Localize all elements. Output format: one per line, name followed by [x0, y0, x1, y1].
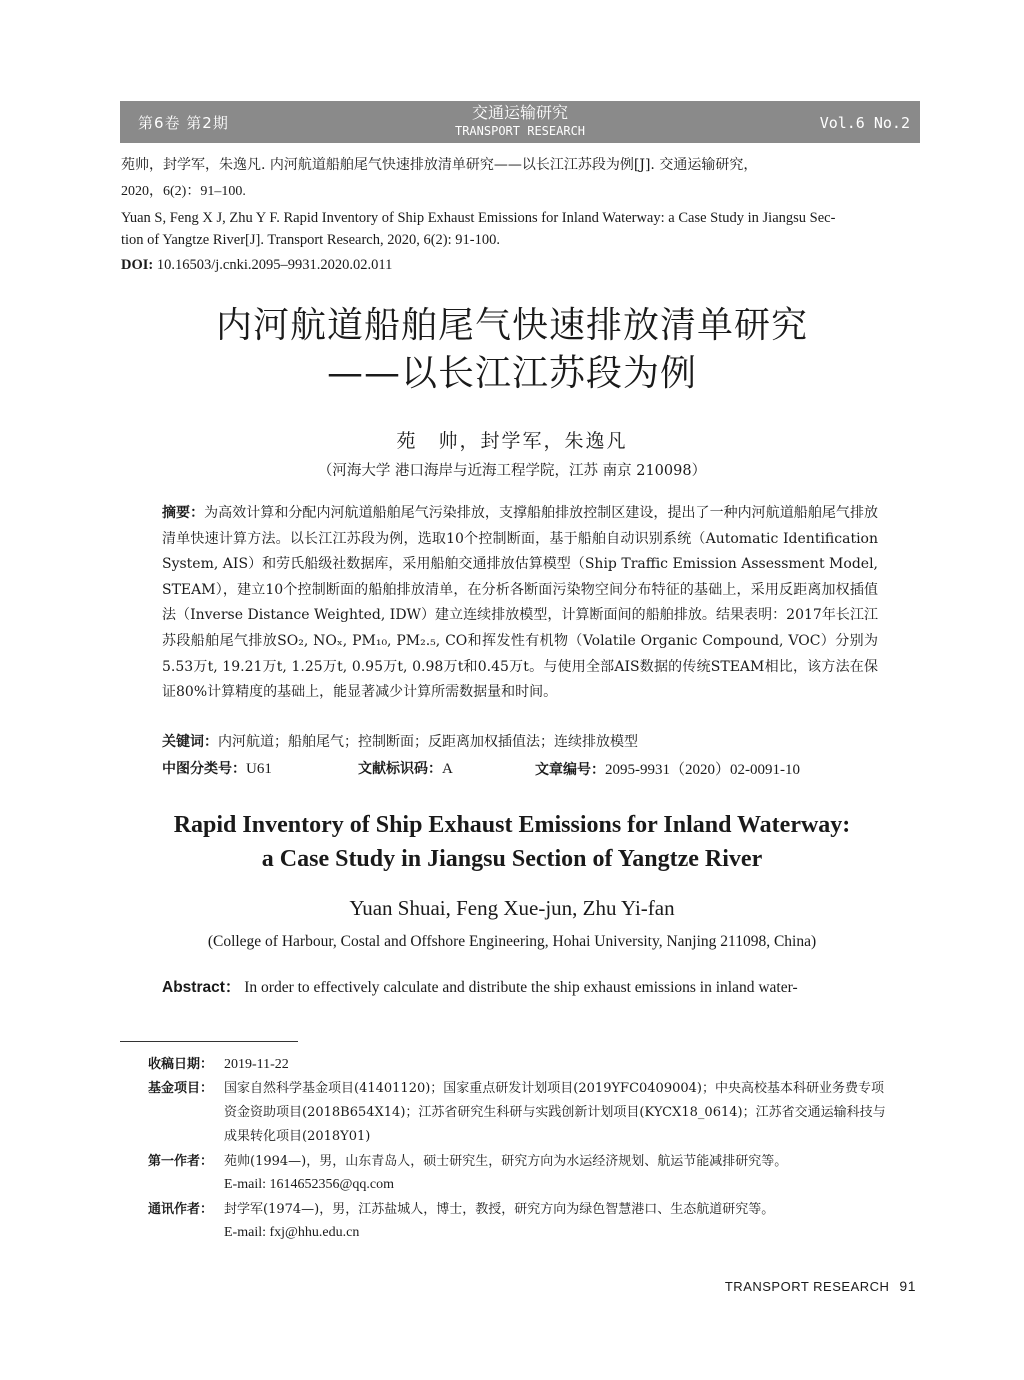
paper-title-en-line1: Rapid Inventory of Ship Exhaust Emissions for Inland Waterway: — [173, 812, 851, 838]
fund-label: 基金项目： — [148, 1081, 214, 1096]
citation-cn-line1: 苑帅，封学军，朱逸凡. 内河航道船舶尾气快速排放清单研究——以长江江苏段为例[J]. 交通运输研究， — [121, 157, 758, 173]
abstract-en — [162, 975, 878, 997]
volume-issue: 第6卷 第2期 — [138, 114, 229, 132]
doi-value: 10.16503/j.cnki.2095–9931.2020.02.011 — [156, 257, 393, 273]
paper-title-cn-line2: ——以长江江苏段为例 — [326, 353, 697, 394]
abstract-cn — [162, 501, 878, 706]
journal-name-cn: 交通运输研究 — [471, 103, 568, 122]
article-value: 2095-9931（2020）02-0091-10 — [605, 762, 800, 778]
doc-label: 文献标识码： — [358, 761, 442, 777]
first-author-value: 苑帅(1994—)，男，山东青岛人，硕士研究生，研究方向为水运经济规划、航运节能减排研究等。 — [224, 1154, 788, 1169]
journal-header-bar — [120, 101, 920, 143]
vol-no: Vol.6 No.2 — [819, 114, 910, 132]
footnote-first-author — [148, 1150, 898, 1174]
doc-value: A — [442, 761, 453, 777]
abstract-cn-text: 为高效计算和分配内河航道船舶尾气污染排放，支撑船舶排放控制区建设，提出了一种内河航道船舶尾气排放清单快速计算方法。以长江江苏段为例，选取10个控制断面，基于船舶自动识别系统（Automatic Identification System, AIS）和劳氏船级社数据库，采用船舶交通排放估算模型（Ship Traffic Emission Assessment Model, STEAM），建立10个控制断面的船舶排放清单，在分析各断面污染物空间分布特征的基础上，采用反距离加权插值法（Inverse Distance Weighted, IDW）建立连续排放模型，计算断面间的船舶排放。结果表明：2017年长江江苏段船舶尾气排放SO₂, NOₓ, PM₁₀, PM₂.₅, CO和挥发性有机物（Volatile Organic Compound, VOC）分别为5.53万t, 19.21万t, 1.25万t, 0.95万t, 0.98万t和0.45万t。与使用全部AIS数据的传统STEAM相比，该方法在保证80%计算精度的基础上，能显著减少计算所需数据量和时间。 — [162, 505, 879, 701]
document-code — [358, 758, 453, 778]
corr-author-value: 封学军(1974—)，男，江苏盐城人，博士，教授，研究方向为绿色智慧港口、生态航道研究等。 — [224, 1202, 775, 1217]
first-author-email[interactable]: E-mail: 1614652356@qq.com — [224, 1177, 394, 1192]
affiliation-cn: （河海大学 港口海岸与近海工程学院，江苏 南京 210098） — [317, 463, 707, 479]
paper-title-en-line2: a Case Study in Jiangsu Section of Yangtze River — [261, 846, 763, 872]
corr-author-email[interactable]: E-mail: fxj@hhu.edu.cn — [224, 1225, 360, 1240]
affiliation-en: (College of Harbour, Costal and Offshore Engineering, Hohai University, Nanjing 211098, China) — [207, 933, 817, 950]
doi-label: DOI: — [121, 257, 154, 273]
footnote-fund — [148, 1077, 898, 1149]
clc-value: U61 — [246, 761, 272, 777]
citation-cn-line2: 2020，6(2)：91–100. — [121, 184, 246, 199]
journal-name-en: TRANSPORT RESEARCH — [454, 124, 586, 138]
keywords-cn — [162, 731, 878, 751]
clc-number — [162, 758, 272, 778]
footer-journal: TRANSPORT RESEARCH — [724, 1279, 890, 1294]
citation-en-line1: Yuan S, Feng X J, Zhu Y F. Rapid Inventory of Ship Exhaust Emissions for Inland Waterway: a Case Study in Jiangsu Sec- — [121, 210, 836, 226]
authors-en: Yuan Shuai, Feng Xue-jun, Zhu Yi-fan — [349, 896, 675, 920]
corr-author-label: 通讯作者： — [148, 1202, 214, 1217]
doi — [121, 257, 392, 274]
page-number: 91 — [899, 1278, 916, 1294]
paper-title-cn-line1: 内河航道船舶尾气快速排放清单研究 — [215, 305, 808, 346]
abstract-en-label: Abstract： — [162, 979, 241, 996]
keywords-cn-label: 关键词： — [162, 734, 218, 750]
footnote-corresponding-author — [148, 1198, 898, 1222]
article-label: 文章编号： — [535, 762, 605, 778]
clc-label: 中图分类号： — [162, 761, 246, 777]
first-author-label: 第一作者： — [148, 1154, 214, 1169]
paper-title-en — [0, 808, 1024, 876]
abstract-en-text: In order to effectively calculate and distribute the ship exhaust emissions in inland water- — [244, 979, 798, 996]
footnote-divider — [120, 1041, 298, 1042]
authors-cn: 苑 帅，封学军，朱逸凡 — [396, 430, 628, 452]
citation-en-line2: tion of Yangtze River[J]. Transport Research, 2020, 6(2): 91-100. — [121, 232, 500, 248]
footnote-received — [148, 1053, 898, 1077]
page-footer — [725, 1278, 916, 1294]
received-value: 2019-11-22 — [224, 1057, 289, 1072]
article-number — [535, 758, 800, 779]
abstract-cn-label: 摘要： — [162, 505, 205, 521]
paper-title-cn — [0, 302, 1024, 398]
fund-value: 国家自然科学基金项目(41401120)；国家重点研发计划项目(2019YFC0409004)；中央高校基本科研业务费专项资金资助项目(2018B654X14)；江苏省研究生科研与实践创新计划项目(KYCX18_0614)；江苏省交通运输科技与成果转化项目(2018Y01) — [224, 1081, 886, 1144]
keywords-cn-text: 内河航道；船舶尾气；控制断面；反距离加权插值法；连续排放模型 — [218, 734, 638, 750]
received-label: 收稿日期： — [148, 1057, 214, 1072]
